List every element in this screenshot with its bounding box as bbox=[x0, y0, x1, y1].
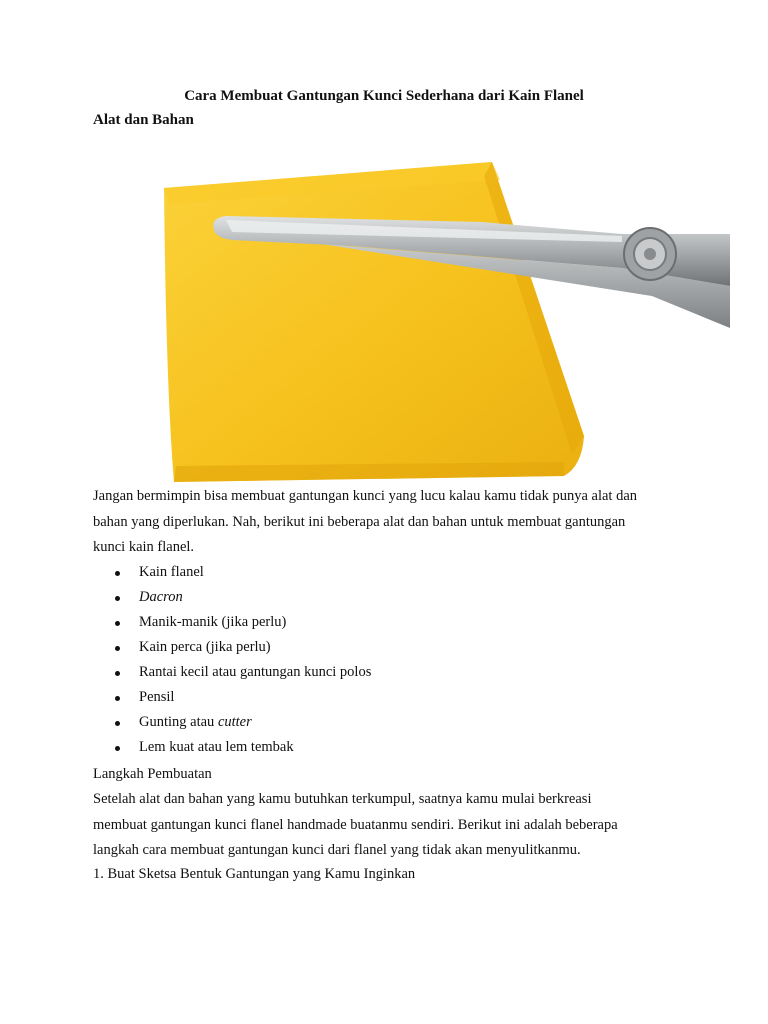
step-1-heading: 1. Buat Sketsa Bentuk Gantungan yang Kamu Inginkan bbox=[93, 866, 416, 882]
list-item bbox=[93, 710, 371, 735]
list-item bbox=[93, 610, 371, 635]
steps-intro-paragraph bbox=[93, 787, 693, 864]
list-item bbox=[93, 585, 371, 610]
intro-line: kunci kain flanel. bbox=[93, 539, 195, 555]
list-item-text: Manik-manik (jika perlu) bbox=[139, 614, 287, 630]
list-item-italic: Dacron bbox=[139, 589, 183, 605]
bullet-icon bbox=[115, 671, 120, 676]
felt-and-scissors-photo bbox=[152, 136, 730, 482]
bullet-icon bbox=[115, 746, 120, 751]
steps-intro-line: langkah cara membuat gantungan kunci dari flanel yang tidak akan menyulitkanmu. bbox=[93, 842, 581, 858]
list-item-text: Gunting atau bbox=[139, 714, 218, 730]
bullet-icon bbox=[115, 646, 120, 651]
bullet-icon bbox=[115, 721, 120, 726]
list-item-text: Kain perca (jika perlu) bbox=[139, 639, 271, 655]
list-item-text: Pensil bbox=[139, 689, 175, 705]
intro-paragraph bbox=[93, 484, 693, 561]
steps-intro-line: membuat gantungan kunci flanel handmade buatanmu sendiri. Berikut ini adalah beberapa bbox=[93, 816, 618, 833]
materials-list bbox=[93, 560, 371, 760]
felt-sheet bbox=[164, 162, 584, 482]
list-item-text: Rantai kecil atau gantungan kunci polos bbox=[139, 664, 372, 680]
list-item-italic: cutter bbox=[217, 714, 252, 730]
bullet-icon bbox=[115, 621, 120, 626]
bullet-icon bbox=[115, 596, 120, 601]
list-item bbox=[93, 735, 371, 760]
list-item bbox=[93, 560, 371, 585]
list-item bbox=[93, 660, 371, 685]
steps-intro-line: Setelah alat dan bahan yang kamu butuhkan terkumpul, saatnya kamu mulai berkreasi bbox=[93, 791, 592, 807]
tools-heading: Alat dan Bahan bbox=[93, 112, 194, 128]
page-title: Cara Membuat Gantungan Kunci Sederhana dari Kain Flanel bbox=[184, 88, 584, 104]
bullet-icon bbox=[115, 696, 120, 701]
bullet-icon bbox=[115, 571, 120, 576]
intro-line: Jangan bermimpin bisa membuat gantungan kunci yang lucu kalau kamu tidak punya alat dan bbox=[93, 488, 638, 504]
intro-line: bahan yang diperlukan. Nah, berikut ini beberapa alat dan bahan untuk membuat gantungan bbox=[93, 513, 626, 530]
list-item bbox=[93, 635, 371, 660]
list-item bbox=[93, 685, 371, 710]
list-item-text: Kain flanel bbox=[139, 564, 204, 580]
list-item-text: Lem kuat atau lem tembak bbox=[139, 739, 294, 755]
steps-heading: Langkah Pembuatan bbox=[93, 766, 212, 782]
